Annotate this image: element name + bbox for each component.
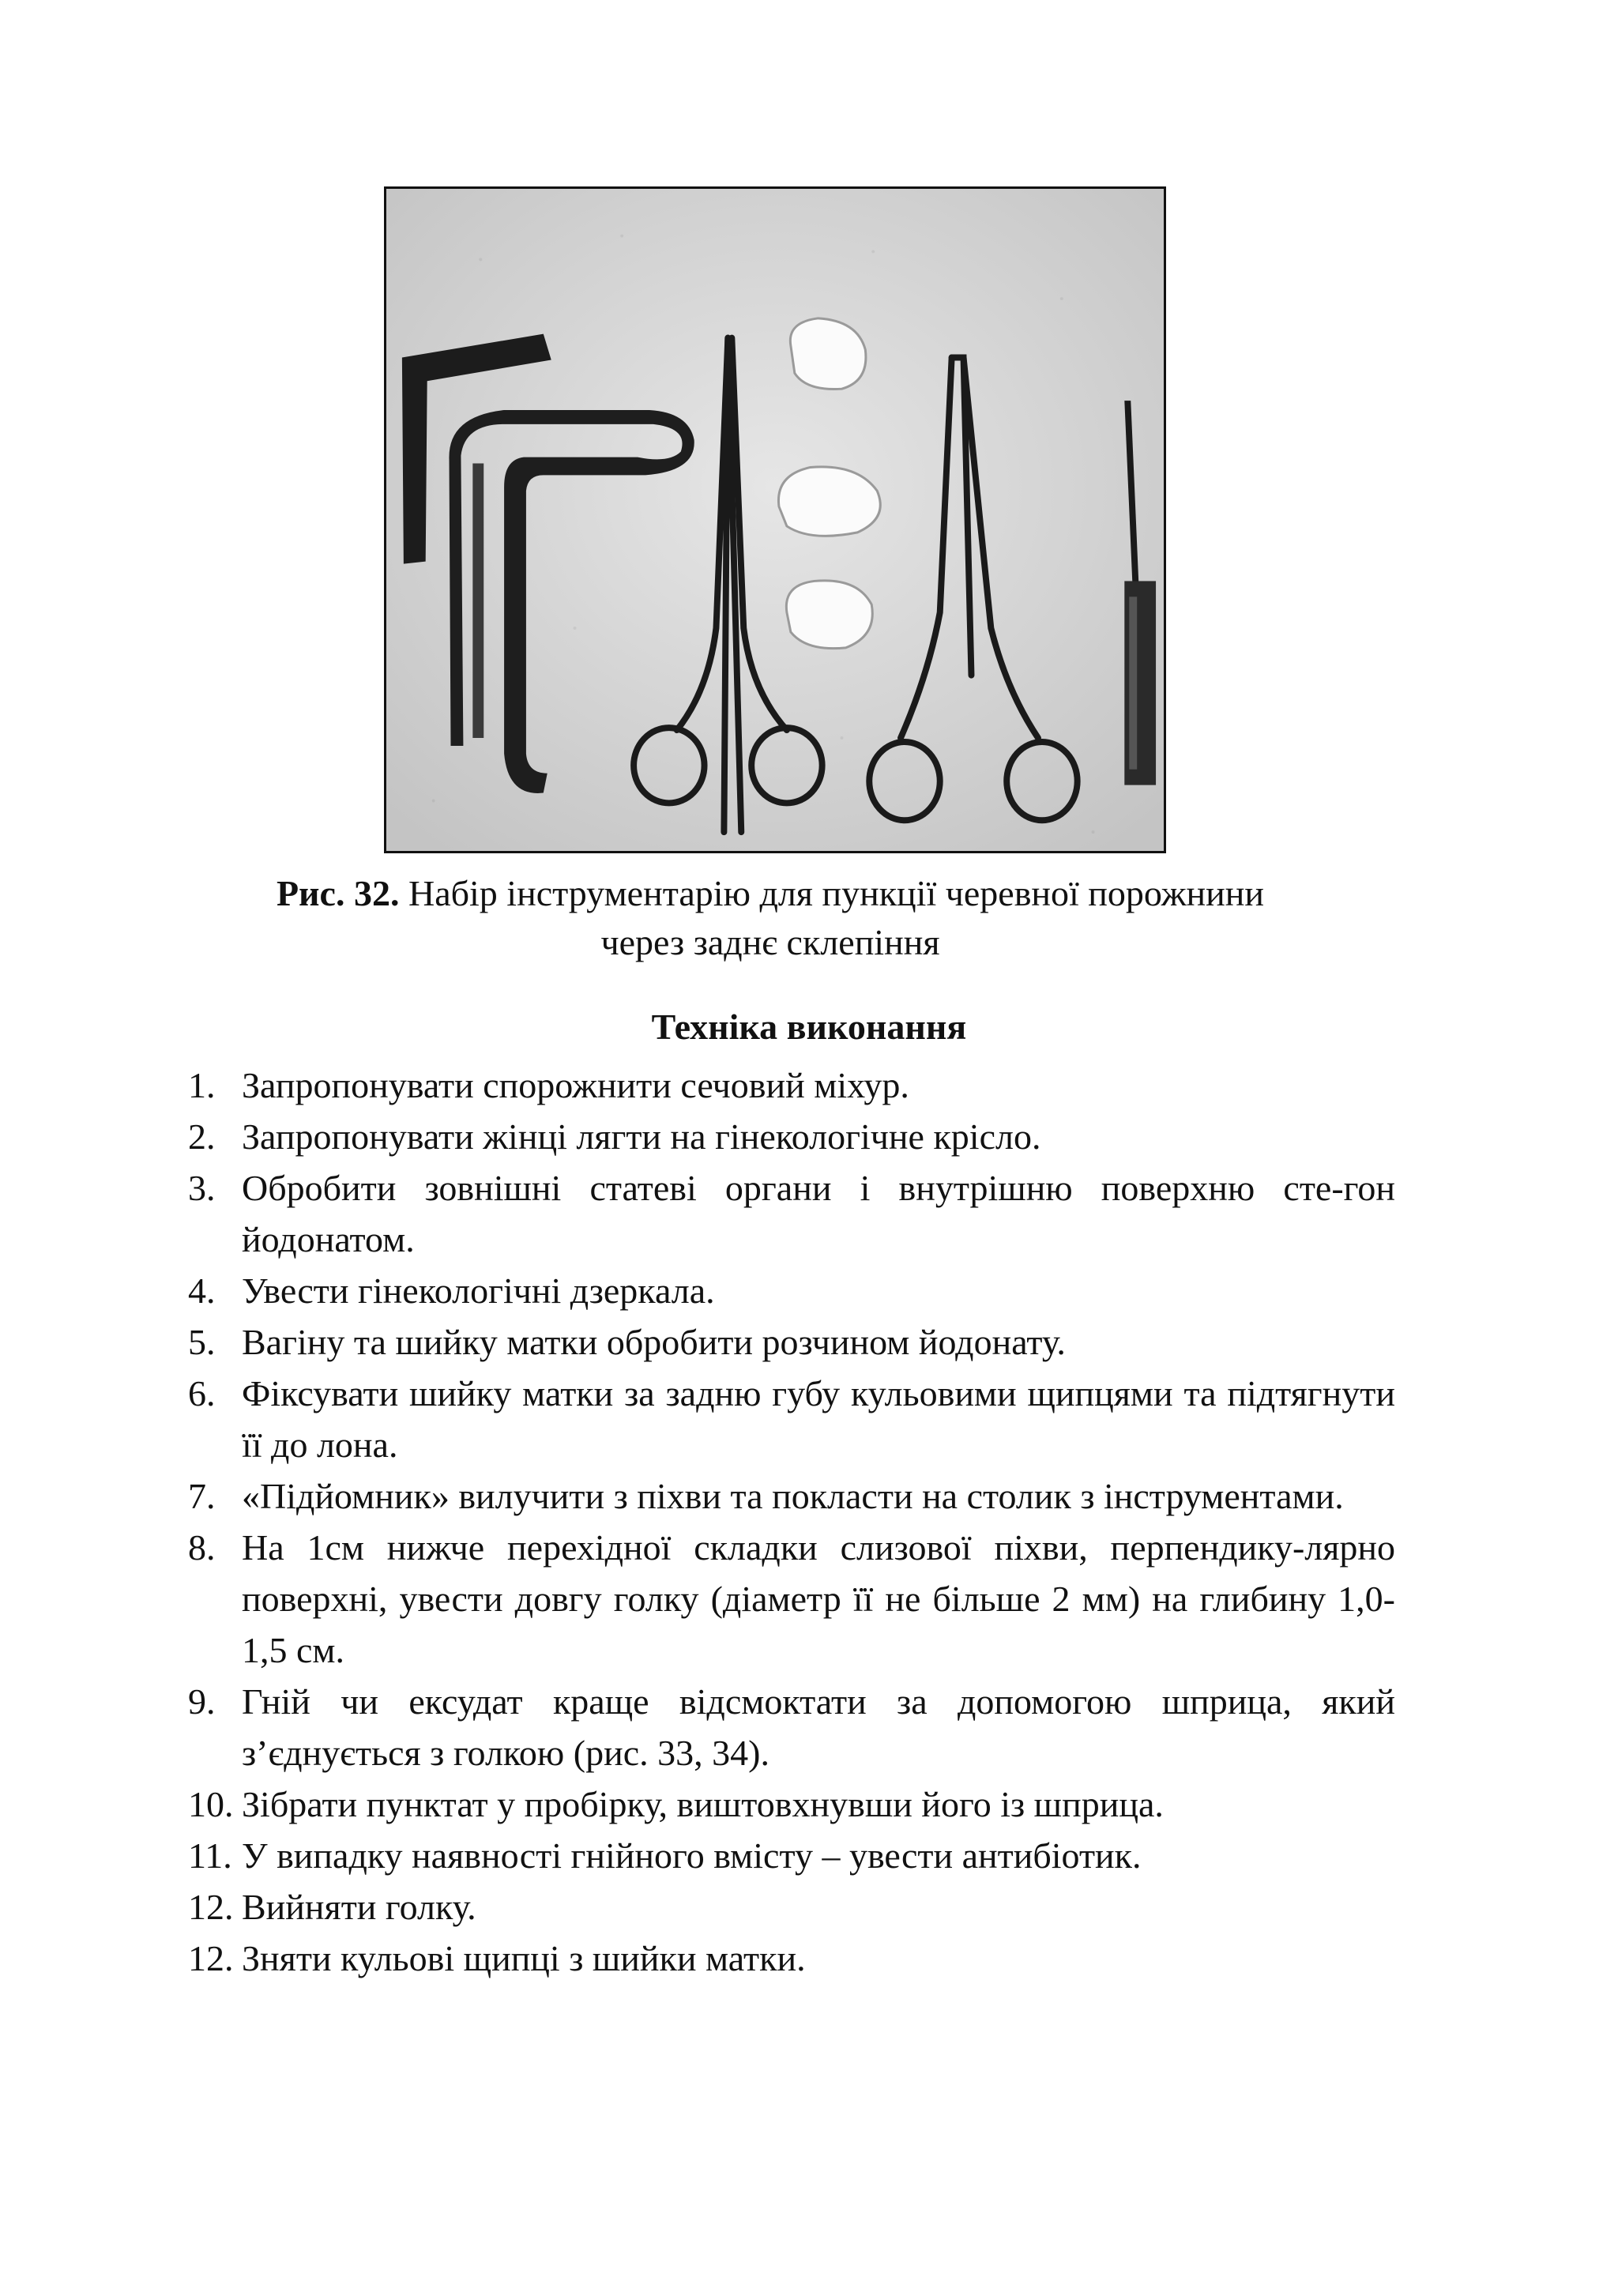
list-item	[188, 1316, 1395, 1368]
step-number: 5.	[188, 1322, 216, 1362]
instrument-set-photo	[384, 186, 1166, 853]
step-number: 3.	[188, 1168, 216, 1208]
list-item	[188, 1830, 1395, 1881]
step-number: 12.	[188, 1887, 234, 1927]
figure-caption-line1	[158, 869, 1383, 918]
list-item	[188, 1522, 1395, 1676]
list-item	[188, 1676, 1395, 1778]
step-number: 12.	[188, 1938, 234, 1978]
section-title: Техніка виконання	[651, 1007, 967, 1047]
list-item	[188, 1778, 1395, 1830]
figure-label: Рис. 32.	[276, 873, 400, 913]
step-number: 10.	[188, 1784, 234, 1824]
step-text: «Підйомник» вилучити з піхви та покласти на столик з інструментами.	[242, 1476, 1344, 1516]
list-item	[188, 1111, 1395, 1162]
list-item	[188, 1470, 1395, 1522]
instrument-set-illustration	[386, 189, 1164, 851]
step-text: Запропонувати жінці лягти на гінекологічне крісло.	[242, 1116, 1041, 1157]
step-number: 1.	[188, 1065, 216, 1105]
cotton-balls-icon	[778, 318, 880, 649]
step-number: 8.	[188, 1527, 216, 1568]
figure-caption-text: Набір інструментарію для пункції черевної порожнини	[399, 873, 1265, 913]
step-text: Запропонувати спорожнити сечовий міхур.	[242, 1065, 909, 1105]
step-text: У випадку наявності гнійного вмісту – увести антибіотик.	[242, 1835, 1142, 1876]
list-item	[188, 1881, 1395, 1933]
step-text: Зняти кульові щипці з шийки матки.	[242, 1938, 806, 1978]
steps-list	[188, 1060, 1395, 1984]
step-text: Зібрати пунктат у пробірку, виштовхнувши його із шприца.	[242, 1784, 1164, 1824]
step-number: 2.	[188, 1116, 216, 1157]
step-number: 6.	[188, 1373, 216, 1413]
list-item	[188, 1060, 1395, 1111]
list-item	[188, 1265, 1395, 1316]
step-number: 9.	[188, 1681, 216, 1722]
step-text: Гній чи ексудат краще відсмоктати за допомогою шприца, який з’єднується з голкою (рис. 33, 34).	[242, 1681, 1395, 1773]
step-text: На 1см нижче перехідної складки слизової піхви, перпендику-лярно поверхні, увести довгу голку (діаметр її не більше 2 мм) на глибину 1,0-1,5 см.	[242, 1527, 1395, 1670]
step-number: 7.	[188, 1476, 216, 1516]
figure-caption-line2: через заднє склепіння	[600, 922, 940, 962]
step-text: Обробити зовнішні статеві органи і внутрішню поверхню сте-гон йодонатом.	[242, 1168, 1395, 1259]
list-item	[188, 1933, 1395, 1984]
figure-caption	[158, 869, 1383, 967]
step-number: 4.	[188, 1270, 216, 1311]
step-text: Увести гінекологічні дзеркала.	[242, 1270, 715, 1311]
step-text: Вагіну та шийку матки обробити розчином йодонату.	[242, 1322, 1066, 1362]
list-item	[188, 1162, 1395, 1265]
step-text: Фіксувати шийку матки за задню губу кульовими щипцями та підтягнути її до лона.	[242, 1373, 1395, 1465]
list-item	[188, 1368, 1395, 1470]
step-number: 11.	[188, 1835, 232, 1876]
step-text: Вийняти голку.	[242, 1887, 476, 1927]
